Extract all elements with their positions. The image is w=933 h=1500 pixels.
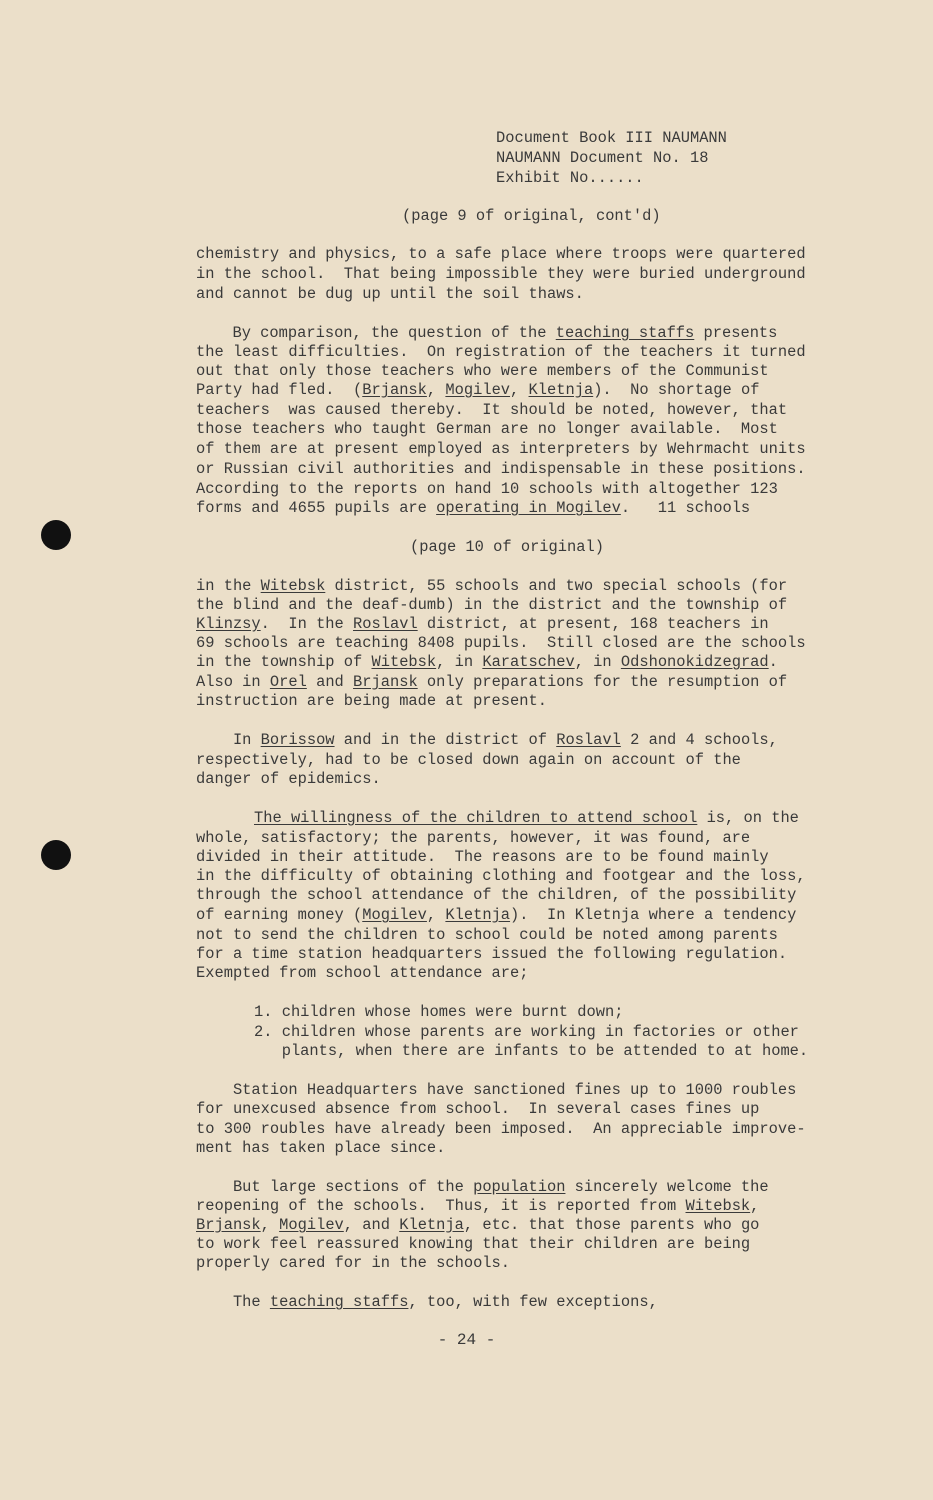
text-line: By comparison, the question of the teaching staffs presents — [214, 324, 778, 342]
text-line: the blind and the deaf-dumb) in the district and the township of — [196, 596, 788, 614]
punch-hole — [41, 520, 71, 550]
text-line: those teachers who taught German are no longer available. Most — [196, 420, 778, 438]
text-line: instruction are being made at present. — [196, 692, 547, 710]
text-line: properly cared for in the schools. — [196, 1254, 511, 1272]
text-line: Exempted from school attendance are; — [196, 964, 529, 982]
text-line: Brjansk, Mogilev, and Kletnja, etc. that those parents who go — [196, 1216, 760, 1234]
text-line: whole, satisfactory; the parents, however, it was found, are — [196, 829, 751, 847]
text-line: out that only those teachers who were members of the Communist — [196, 362, 769, 380]
text-line: in the Witebsk district, 55 schools and two special schools (for — [196, 577, 788, 595]
text-line: through the school attendance of the children, of the possibility — [196, 886, 797, 904]
header-line-3: Exhibit No...... — [496, 169, 644, 187]
text-line: divided in their attitude. The reasons are to be found mainly — [196, 848, 769, 866]
text-line: for unexcused absence from school. In several cases fines up — [196, 1100, 760, 1118]
text-line: to 300 roubles have already been imposed. An appreciable improve- — [196, 1120, 806, 1138]
text-line: for a time station headquarters issued the following regulation. — [196, 945, 788, 963]
text-line: reopening of the schools. Thus, it is reported from Witebsk, — [196, 1197, 760, 1215]
list-item: 1. children whose homes were burnt down; — [254, 1003, 624, 1021]
text-line: Station Headquarters have sanctioned fines up to 1000 roubles — [196, 1081, 797, 1099]
text-line: The teaching staffs, too, with few exceptions, — [196, 1293, 658, 1311]
page-number: - 24 - — [437, 1331, 496, 1349]
text-line: of earning money (Mogilev, Kletnja). In Kletnja where a tendency — [196, 906, 797, 924]
text-line: the least difficulties. On registration of the teachers it turned — [196, 343, 806, 361]
text-line: ment has taken place since. — [196, 1139, 446, 1157]
header-line-1: Document Book III NAUMANN — [496, 129, 727, 147]
text-line: teachers was caused thereby. It should be noted, however, that — [196, 401, 788, 419]
list-item-continued: plants, when there are infants to be attended to at home. — [254, 1042, 809, 1060]
text-line: 69 schools are teaching 8408 pupils. Still closed are the schools — [196, 634, 806, 652]
text-line: forms and 4655 pupils are operating in Mogilev. 11 schools — [196, 499, 751, 517]
text-line: not to send the children to school could be noted among parents — [196, 926, 778, 944]
text-line: or Russian civil authorities and indispensable in these positions. — [196, 460, 806, 478]
text-line: in the township of Witebsk, in Karatschev, in Odshonokidzegrad. — [196, 653, 778, 671]
text-line: Klinzsy. In the Roslavl district, at present, 168 teachers in — [196, 615, 769, 633]
page-note: (page 10 of original) — [410, 538, 604, 556]
text-line: In Borissow and in the district of Roslavl 2 and 4 schools, — [196, 731, 778, 749]
text-line: respectively, had to be closed down again on account of the — [196, 751, 741, 769]
text-line: in the school. That being impossible they were buried underground — [196, 265, 806, 283]
text-line: According to the reports on hand 10 schools with altogether 123 — [196, 480, 778, 498]
text-line: But large sections of the population sincerely welcome the — [196, 1178, 769, 1196]
text-line: The willingness of the children to attend school is, on the — [254, 809, 799, 827]
text-line: Party had fled. (Brjansk, Mogilev, Kletnja). No shortage of — [196, 381, 760, 399]
page-note: (page 9 of original, cont'd) — [402, 207, 661, 225]
list-item: 2. children whose parents are working in factories or other — [254, 1023, 799, 1041]
text-line: Also in Orel and Brjansk only preparations for the resumption of — [196, 673, 788, 691]
underlined-text: teaching staffs — [555, 324, 695, 342]
text-line: and cannot be dug up until the soil thaws. — [196, 285, 584, 303]
punch-hole — [41, 840, 71, 870]
text-line: in the difficulty of obtaining clothing and footgear and the loss, — [196, 867, 806, 885]
text-line: of them are at present employed as interpreters by Wehrmacht units — [196, 440, 806, 458]
text-line: chemistry and physics, to a safe place where troops were quartered — [196, 245, 806, 263]
text-line: danger of epidemics. — [196, 770, 381, 788]
text-line: to work feel reassured knowing that their children are being — [196, 1235, 751, 1253]
header-line-2: NAUMANN Document No. 18 — [496, 149, 709, 167]
